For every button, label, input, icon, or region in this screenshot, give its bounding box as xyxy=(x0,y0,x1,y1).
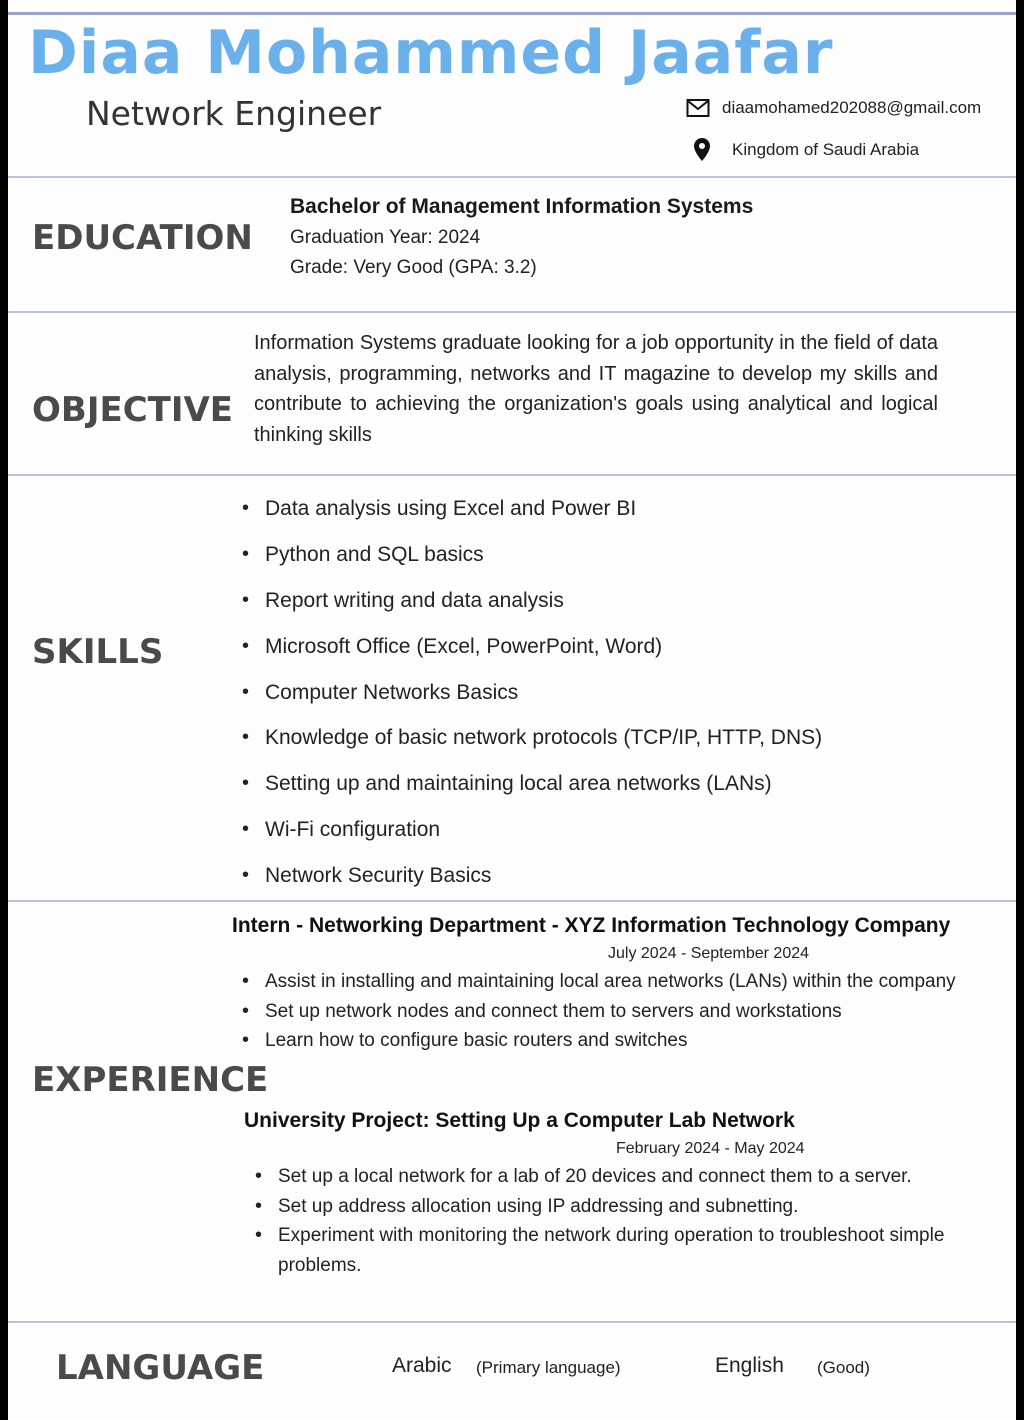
language-heading: LANGUAGE xyxy=(56,1348,265,1388)
list-item: • Microsoft Office (Excel, PowerPoint, Word) xyxy=(242,634,663,658)
education-block xyxy=(290,195,753,287)
list-item: • Assist in installing and maintaining local area networks (LANs) within the company xyxy=(242,970,956,992)
experience-job-date: July 2024 - September 2024 xyxy=(608,945,810,962)
education-year: Graduation Year: 2024 xyxy=(290,227,481,248)
list-item: • Set up address allocation using IP addressing and subnetting. xyxy=(255,1194,799,1217)
list-item: • Learn how to configure basic routers and switches xyxy=(242,1029,688,1051)
location-text: Kingdom of Saudi Arabia xyxy=(732,140,920,159)
contact-location xyxy=(694,138,919,162)
language-level: (Good) xyxy=(817,1358,870,1377)
experience-heading: EXPERIENCE xyxy=(32,1060,269,1100)
list-item: • Network Security Basics xyxy=(242,864,492,888)
divider xyxy=(8,176,1016,178)
list-item: • Python and SQL basics xyxy=(242,542,484,566)
objective-text: Information Systems graduate looking for a job opportunity in the field of data analysis, programming, networks and IT magazine to develop my skills and contribute to achieving the organization's goals using analytical and logical thinking skills xyxy=(254,332,938,446)
divider xyxy=(8,311,1016,313)
list-item: • Wi-Fi configuration xyxy=(242,818,441,842)
email-text: diaamohamed202088@gmail.com xyxy=(722,98,982,117)
experience-job-items xyxy=(242,967,956,1056)
education-grade: Grade: Very Good (GPA: 3.2) xyxy=(290,257,537,278)
resume-page xyxy=(8,0,1016,1420)
experience-project-date: February 2024 - May 2024 xyxy=(616,1140,805,1157)
experience-project-title: University Project: Setting Up a Computer Lab Network xyxy=(244,1109,795,1132)
list-item: • Experiment with monitoring the network during operation to troubleshoot simple problems. xyxy=(255,1224,945,1276)
resume-name: Diaa Mohammed Jaafar xyxy=(28,18,834,88)
list-item: • Report writing and data analysis xyxy=(242,588,564,612)
divider xyxy=(8,1321,1016,1323)
divider xyxy=(8,474,1016,476)
education-heading: EDUCATION xyxy=(32,218,253,258)
job-title: Network Engineer xyxy=(86,94,382,133)
language-level: (Primary language) xyxy=(476,1358,621,1377)
education-degree: Bachelor of Management Information Systems xyxy=(290,195,754,218)
language-name: Arabic xyxy=(392,1354,452,1377)
skills-heading: SKILLS xyxy=(32,632,164,672)
list-item: • Computer Networks Basics xyxy=(242,680,519,704)
map-pin-icon xyxy=(694,138,710,162)
objective-heading: OBJECTIVE xyxy=(32,390,234,430)
list-item: • Knowledge of basic network protocols (TCP/IP, HTTP, DNS) xyxy=(242,726,823,750)
list-item: • Set up network nodes and connect them to servers and workstations xyxy=(242,999,842,1022)
mail-icon xyxy=(686,98,710,118)
list-item: • Data analysis using Excel and Power BI xyxy=(242,497,637,520)
experience-project-items xyxy=(255,1162,995,1280)
experience-job-title: Intern - Networking Department - XYZ Information Technology Company xyxy=(232,914,951,937)
list-item: • Set up a local network for a lab of 20 devices and connect them to a server. xyxy=(255,1165,912,1187)
contact-email[interactable] xyxy=(686,98,981,118)
skills-list xyxy=(242,497,822,910)
divider xyxy=(8,900,1016,902)
language-name: English xyxy=(715,1354,784,1377)
top-rule xyxy=(8,12,1016,15)
list-item: • Setting up and maintaining local area networks (LANs) xyxy=(242,772,772,796)
